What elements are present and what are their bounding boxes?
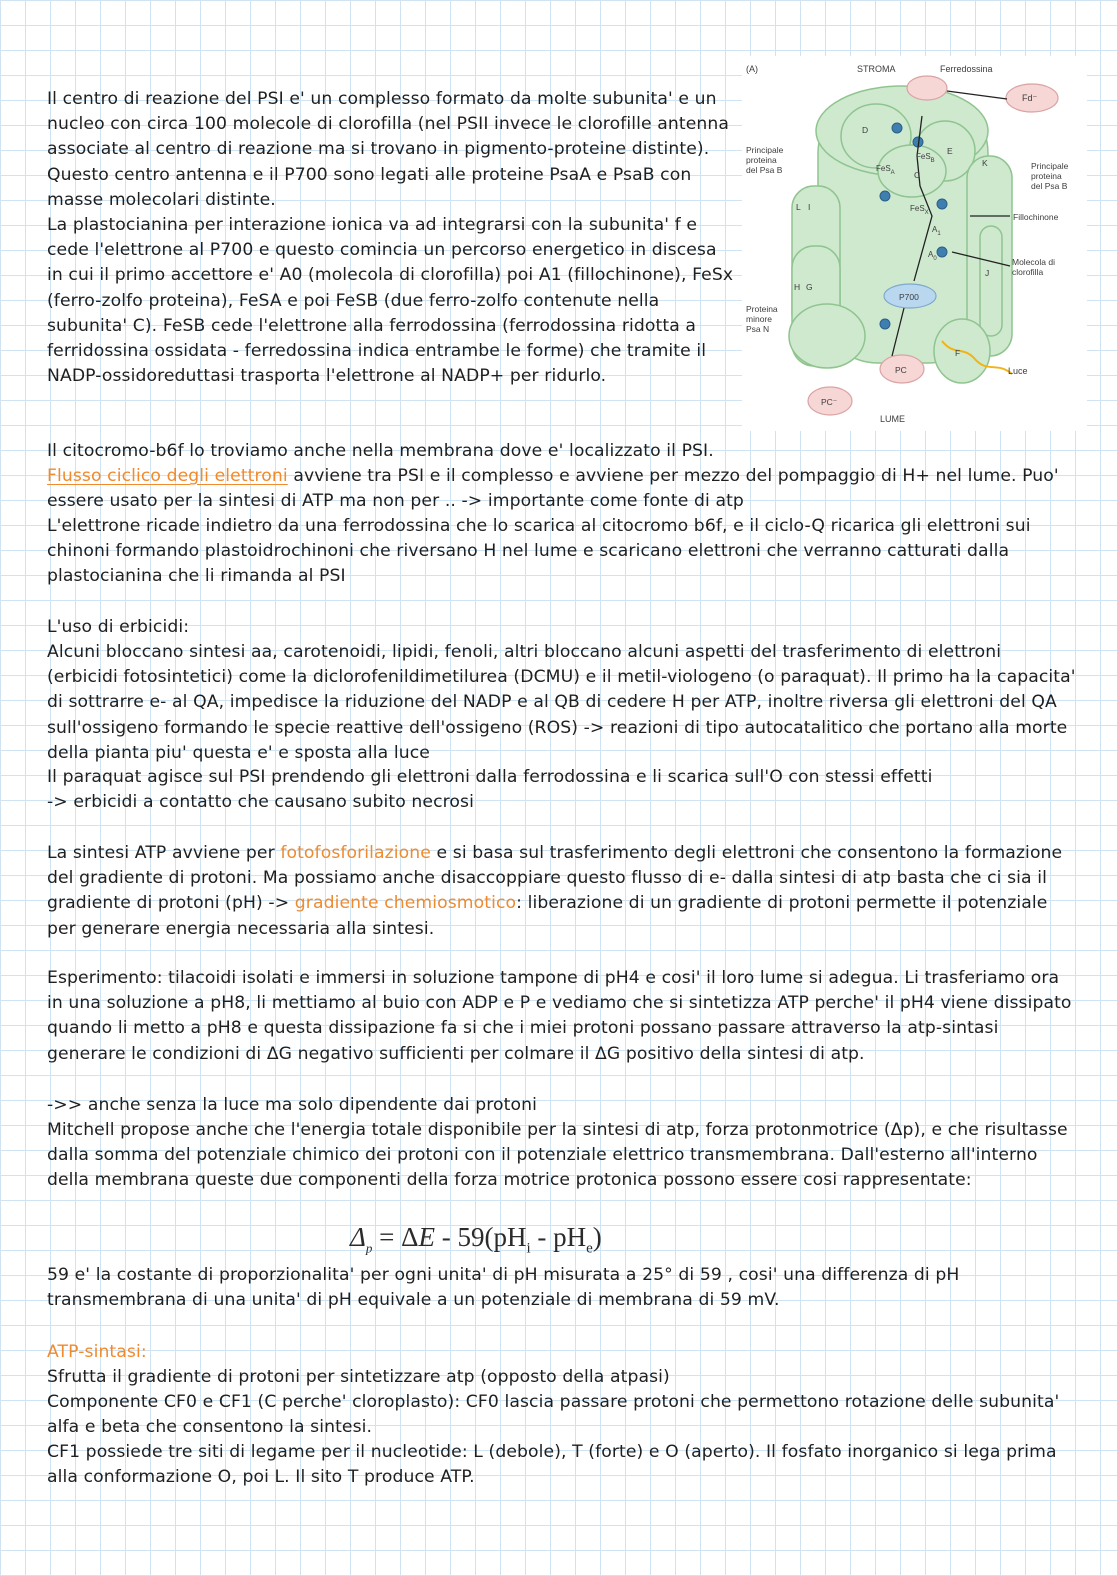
psi-diagram-svg xyxy=(742,56,1087,431)
formula-sub-e: e xyxy=(586,1240,593,1257)
subunit-j-shape xyxy=(980,226,1002,336)
flusso-ciclico-text: avviene tra PSI e il complesso e avviene per mezzo del pompaggio di H+ nel lume. Puo' essere usato per la sintesi di ATP ma non per .. -> importante come fonte di atp xyxy=(47,466,1059,512)
subunit-f-label: F xyxy=(955,348,961,358)
psi-diagram xyxy=(742,56,1087,431)
principale-left-2: proteina xyxy=(746,155,777,165)
principale-right-1: Principale xyxy=(1031,161,1069,171)
erbicidi-paragraph: Alcuni bloccano sintesi aa, carotenoidi, lipidi, fenoli, altri bloccano alcuni aspetti del trasferimento di elettroni (erbicidi fotosintetici) come la diclorofenildimetilurea (DCMU) e il metil-viologeno (o paraquat). Il primo ha la capacita' di sottrarre e- al QA, impedisce la riduzione del NADP e al QB di cedere H per ATP, inoltre riversa gli elettroni del QA sull'ossigeno formando le specie reattive dell'ossigeno (ROS) -> reazioni di tipo autocatalitico che portano alla morte della pianta piu' questa e' e sposta alla luce xyxy=(47,642,1076,763)
principale-left-1: Principale xyxy=(746,145,784,155)
molecola-label-2: clorofilla xyxy=(1012,267,1044,277)
lume-label: LUME xyxy=(880,414,906,424)
pc-label: PC xyxy=(895,365,907,375)
fes-x-label: FeS$_X$ xyxy=(910,204,929,216)
atp-sintasi-line: Sfrutta il gradiente di protoni per sintetizzare atp (opposto della atpasi) xyxy=(47,1367,670,1387)
subunit-l-label: L xyxy=(796,202,801,212)
principale-right-2: proteina xyxy=(1031,171,1062,181)
formula-equals: = xyxy=(372,1222,402,1252)
luce-label: Luce xyxy=(1008,366,1028,376)
sintesi-atp-text-a: La sintesi ATP avviene per xyxy=(47,843,281,863)
cf1-siti-paragraph: CF1 possiede tre siti di legame per il nucleotide: L (debole), T (forte) e O (aperto). Il fosfato inorganico si lega prima alla conformazione O, poi L. Il sito T produce ATP. xyxy=(47,1442,1057,1488)
ferredossina-label: Ferredossina xyxy=(940,64,993,74)
a1-label: $A_1$ xyxy=(932,225,941,237)
stroma-label: STROMA xyxy=(857,64,896,74)
subunit-k-label: K xyxy=(982,158,988,168)
psa-n-shape xyxy=(789,304,865,368)
a0-label: $A_0$ xyxy=(928,250,937,262)
senza-luce-line: ->> anche senza la luce ma solo dipendente dai protoni xyxy=(47,1095,537,1115)
subunit-j-label: J xyxy=(985,268,990,278)
subunit-e-label: E xyxy=(947,146,953,156)
gradiente-chemiosmotico-highlight: gradiente chemiosmotico xyxy=(294,893,517,914)
principale-left-3: del Psa B xyxy=(746,165,783,175)
plastocianina-paragraph: La plastocianina per interazione ionica va ad integrarsi con la subunita' f e cede l'elettrone al P700 e questo comincia un percorso energetico in discesa in cui il primo accettore e' A0 (molecola di clorofilla) poi A1 (fillochinone), FeSx (ferro-zolfo proteina), FeSA e poi FeSB (due ferro-zolfo contenute nella subunita' C). FeSB cede l'elettrone alla ferrodossina (ferrodossina ridotta a ferridossina ossidata - ferredossina indica entrambe le forme) che tramite il NADP-ossidoreduttasi trasporta l'elettrone al NADP+ per ridurlo. xyxy=(47,215,734,387)
principale-right-3: del Psa B xyxy=(1031,181,1068,191)
atp-sintasi-heading: ATP-sintasi: xyxy=(47,1342,147,1362)
pc-minus-label: PC⁻ xyxy=(821,397,838,407)
electron-dot xyxy=(880,191,890,201)
subunit-d-label: D xyxy=(862,125,869,135)
panel-label: (A) xyxy=(746,64,758,74)
fd-docked-bubble xyxy=(907,76,947,100)
psi-intro-paragraph: Il centro di reazione del PSI e' un complesso formato da molte subunita' e un nucleo con circa 100 molecole di clorofilla (nel PSII invece le clorofille antenna associate al centro di reazione ma si trovano in pigmento-proteine distinte). Questo centro antenna e il P700 sono legati alle proteine PsaA e PsaB con masse molecolari distinte. xyxy=(47,89,729,210)
subunit-c-label: C xyxy=(914,170,921,180)
fes-a-label: FeS$_A$ xyxy=(876,164,895,176)
cf0-cf1-paragraph: Componente CF0 e CF1 (C perche' cloroplasto): CF0 lascia passare protoni che permettono rotazione delle subunita' alfa e beta che consentono la sintesi. xyxy=(47,1392,1060,1438)
esperimento-paragraph: Esperimento: tilacoidi isolati e immersi in soluzione tampone di pH4 e cosi' il loro lume si adegua. Li trasferiamo ora in una soluzione a pH8, li mettiamo al buio con ADP e P e vediamo che si sintetizza ATP perche' il pH4 viene dissipato quando li metto a pH8 e questa dissipazione fa si che i miei protoni possano passare attraverso la atp-sintasi generare le condizioni di ΔG negativo sufficienti per colmare il ΔG positivo della sintesi di atp. xyxy=(47,968,1072,1064)
electron-dot xyxy=(937,247,947,257)
costante-paragraph: 59 e' la costante di proporzionalita' per ogni unita' di pH misurata a 25° di 59 , cosi' una differenza di pH transmembrana di una unita' di pH equivale a un potenziale di membrana di 59 mV. xyxy=(47,1265,960,1311)
fotofosforilazione-highlight: fotofosforilazione xyxy=(280,843,431,863)
proteina-minore-1: Proteina xyxy=(746,304,778,314)
electron-dot xyxy=(880,319,890,329)
fd-label: Fd⁻ xyxy=(1022,93,1038,103)
elettrone-ricade-paragraph: L'elettrone ricade indietro da una ferrodossina che lo scarica al citocromo b6f, e il ciclo-Q ricarica gli elettroni sui chinoni formando plastoidrochinoni che riversano H nel lume e scaricano elettroni che verranno catturati dalla plastocianina che li rimanda al PSI xyxy=(47,516,1031,587)
formula-sub-i: i xyxy=(526,1240,531,1257)
paraquat-paragraph: Il paraquat agisce sul PSI prendendo gli elettroni dalla ferrodossina e li scarica sull'O con stessi effetti xyxy=(47,767,933,787)
subunit-g-label: G xyxy=(806,282,813,292)
electron-dot xyxy=(892,123,902,133)
protonmotive-formula xyxy=(350,1222,750,1262)
formula-delta-e: Δ xyxy=(401,1222,419,1252)
mitchell-paragraph: Mitchell propose anche che l'energia totale disponibile per la sintesi di atp, forza protonmotrice (Δp), e che risultasse dalla somma del potenziale chimico dei protoni con il potenziale elettrico transmembrana. Dall'esterno all'interno della membrana queste due componenti della forza motrice protonica possono essere cosi rappresentate: xyxy=(47,1120,1068,1191)
proteina-minore-3: Psa N xyxy=(746,324,770,334)
formula-e: E xyxy=(418,1222,435,1252)
formula-close: ) xyxy=(592,1222,602,1252)
erbicidi-heading: L'uso di erbicidi: xyxy=(47,617,190,637)
proteina-minore-2: minore xyxy=(746,314,772,324)
citocromo-paragraph: Il citocromo-b6f lo troviamo anche nella membrana dove e' localizzato il PSI. xyxy=(47,441,714,461)
necrosi-line: -> erbicidi a contatto che causano subito necrosi xyxy=(47,792,474,812)
formula-ph-part: - 59(pH xyxy=(434,1222,527,1252)
electron-dot xyxy=(937,199,947,209)
formula-delta-p: $\Delta_p$ xyxy=(350,1222,373,1256)
subunit-i-label: I xyxy=(808,202,811,212)
sintesi-atp-text-b: e si basa sul trasferimento degli elettroni che consentono la formazione del gradiente di protoni. Ma possiamo anche disaccoppiare questo flusso di e- dalla sintesi di atp basta che ci sia il gradiente di protoni (pH) -> xyxy=(47,843,1063,914)
fes-b-label: FeS$_B$ xyxy=(916,152,935,164)
fillochinone-label: Fillochinone xyxy=(1013,212,1059,222)
sintesi-atp-text-c: : liberazione di un gradiente di protoni permette il potenziale per generare energia necessaria alla sintesi. xyxy=(47,893,1048,939)
flusso-ciclico-highlight: Flusso ciclico degli elettroni xyxy=(47,466,288,486)
molecola-label-1: Molecola di xyxy=(1012,257,1055,267)
subunit-h-label: H xyxy=(794,282,801,292)
formula-minus-ph: - pH xyxy=(530,1222,587,1252)
flusso-ciclico-paragraph xyxy=(47,464,1077,514)
p700-label: P700 xyxy=(899,292,919,302)
sintesi-atp-paragraph xyxy=(47,841,1077,942)
